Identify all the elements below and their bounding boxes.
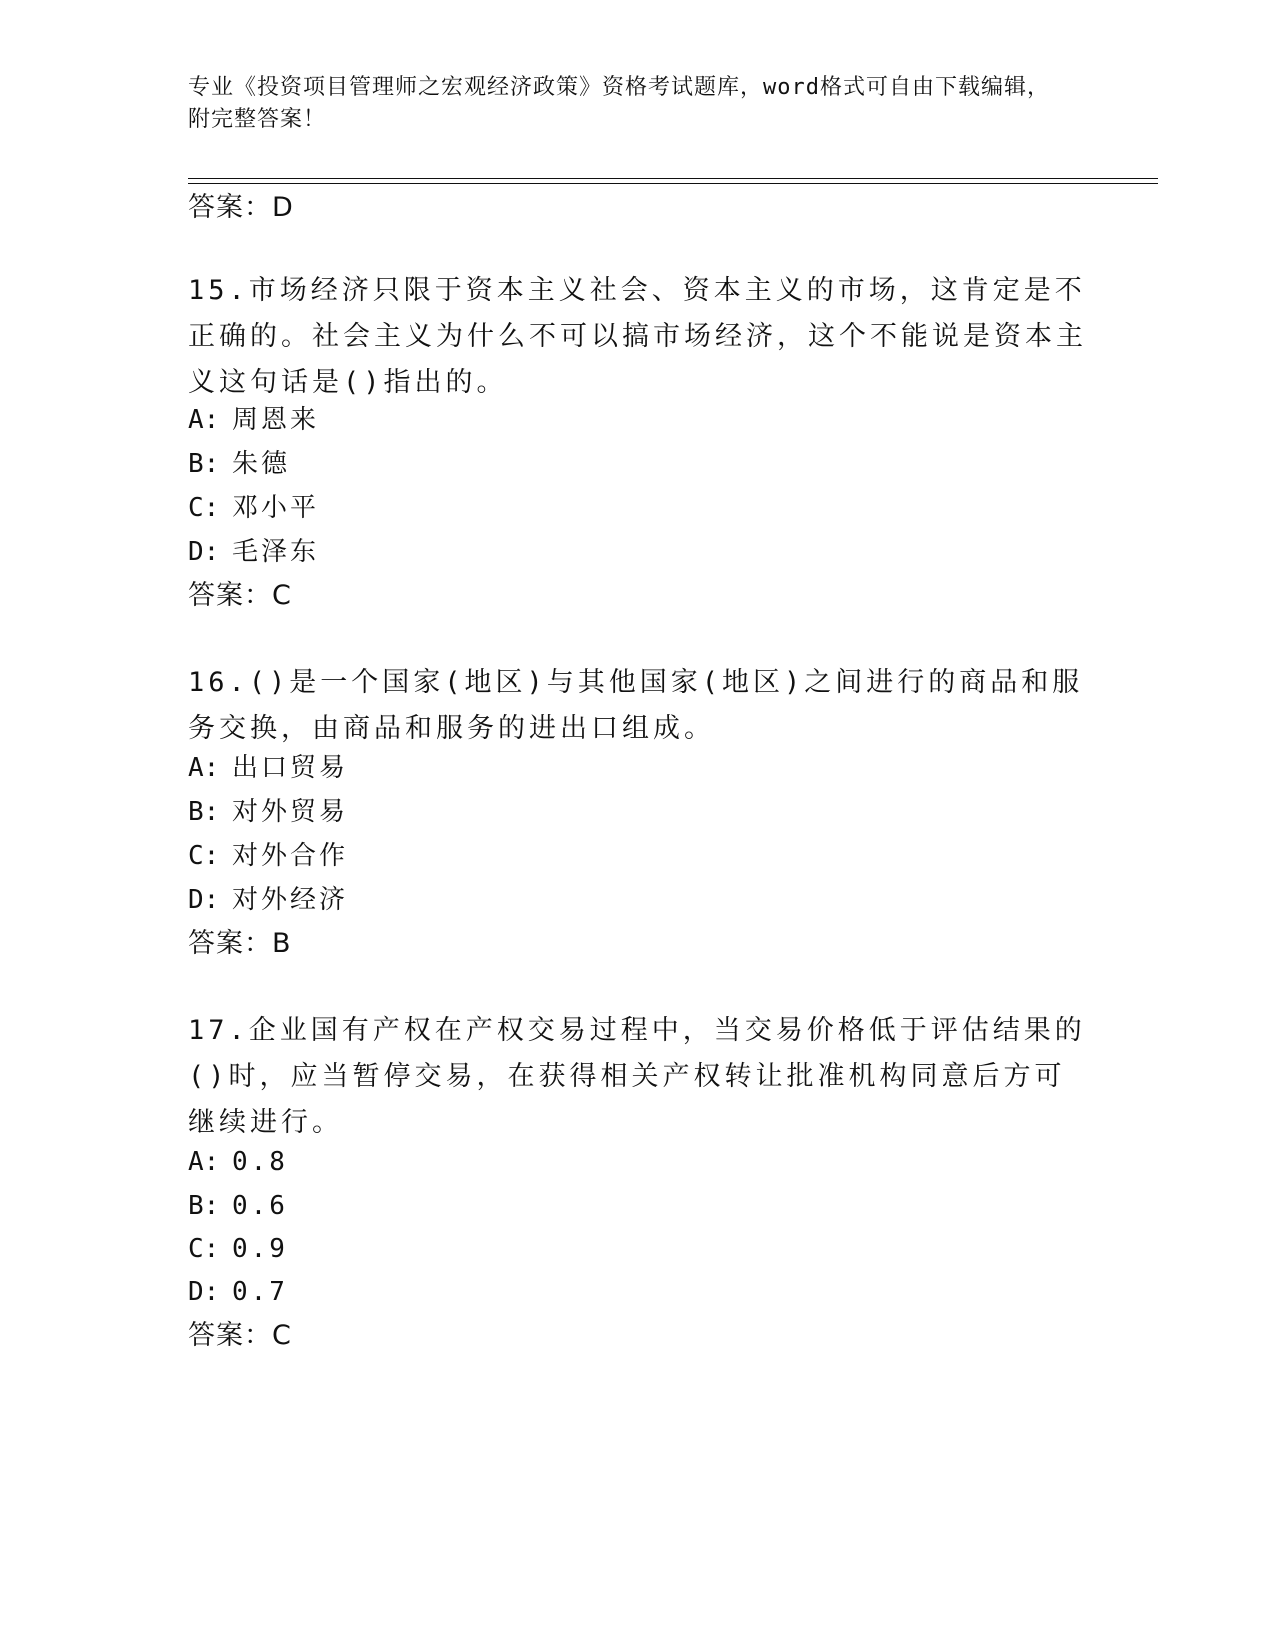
question-17-option-a: [188, 1144, 288, 1180]
option-text: 对外合作: [232, 841, 349, 871]
question-17-option-d: [188, 1274, 288, 1310]
option-letter: A:: [188, 1147, 220, 1177]
question-16-stem: 16.()是一个国家(地区)与其他国家(地区)之间进行的商品和服务交换，由商品和服务的进出口组成。: [188, 667, 1084, 744]
question-15-stem: 15.市场经济只限于资本主义社会、资本主义的市场，这肯定是不正确的。社会主义为什么不可以搞市场经济，这个不能说是资本主义这句话是()指出的。: [188, 275, 1087, 398]
option-text: 毛泽东: [232, 537, 320, 567]
question-16-option-d: [188, 882, 348, 918]
option-letter: A:: [188, 753, 220, 783]
option-letter: B:: [188, 1191, 220, 1221]
option-text: 周恩来: [232, 405, 320, 435]
option-text: 0.7: [232, 1277, 288, 1307]
option-text: 对外经济: [232, 885, 349, 915]
option-letter: C:: [188, 493, 220, 523]
header-divider-bottom: [188, 183, 1158, 184]
question-15-option-c: [188, 490, 319, 526]
question-17-stem: 17.企业国有产权在产权交易过程中，当交易价格低于评估结果的()时，应当暂停交易，在获得相关产权转让批准机构同意后方可继续进行。: [188, 1015, 1086, 1138]
question-15-option-b: [188, 446, 290, 482]
option-letter: B:: [188, 797, 220, 827]
question-15-answer: 答案：C: [188, 580, 292, 611]
option-letter: D:: [188, 1277, 220, 1307]
question-17-option-c: [188, 1231, 288, 1267]
option-letter: C:: [188, 1234, 220, 1264]
question-17-option-b: [188, 1188, 288, 1224]
option-letter: D:: [188, 885, 220, 915]
option-letter: D:: [188, 537, 220, 567]
option-text: 0.6: [232, 1191, 288, 1221]
question-16-answer: 答案：B: [188, 928, 292, 959]
option-text: 邓小平: [232, 493, 320, 523]
question-16-option-a: [188, 750, 348, 786]
question-15-option-d: [188, 534, 319, 570]
option-letter: A:: [188, 405, 220, 435]
question-17-answer: 答案：C: [188, 1320, 292, 1351]
option-text: 0.8: [232, 1147, 288, 1177]
header-divider-top: [188, 178, 1158, 179]
option-text: 对外贸易: [232, 797, 349, 827]
question-16-option-c: [188, 838, 348, 874]
question-15-option-a: [188, 402, 319, 438]
option-letter: C:: [188, 841, 220, 871]
question-16-option-b: [188, 794, 348, 830]
option-letter: B:: [188, 449, 220, 479]
option-text: 出口贸易: [232, 753, 349, 783]
previous-answer: 答案：D: [188, 192, 294, 223]
option-text: 朱德: [232, 449, 291, 479]
option-text: 0.9: [232, 1234, 288, 1264]
header-title: 专业《投资项目管理师之宏观经济政策》资格考试题库，word格式可自由下载编辑，附完整答案！: [188, 75, 1050, 132]
